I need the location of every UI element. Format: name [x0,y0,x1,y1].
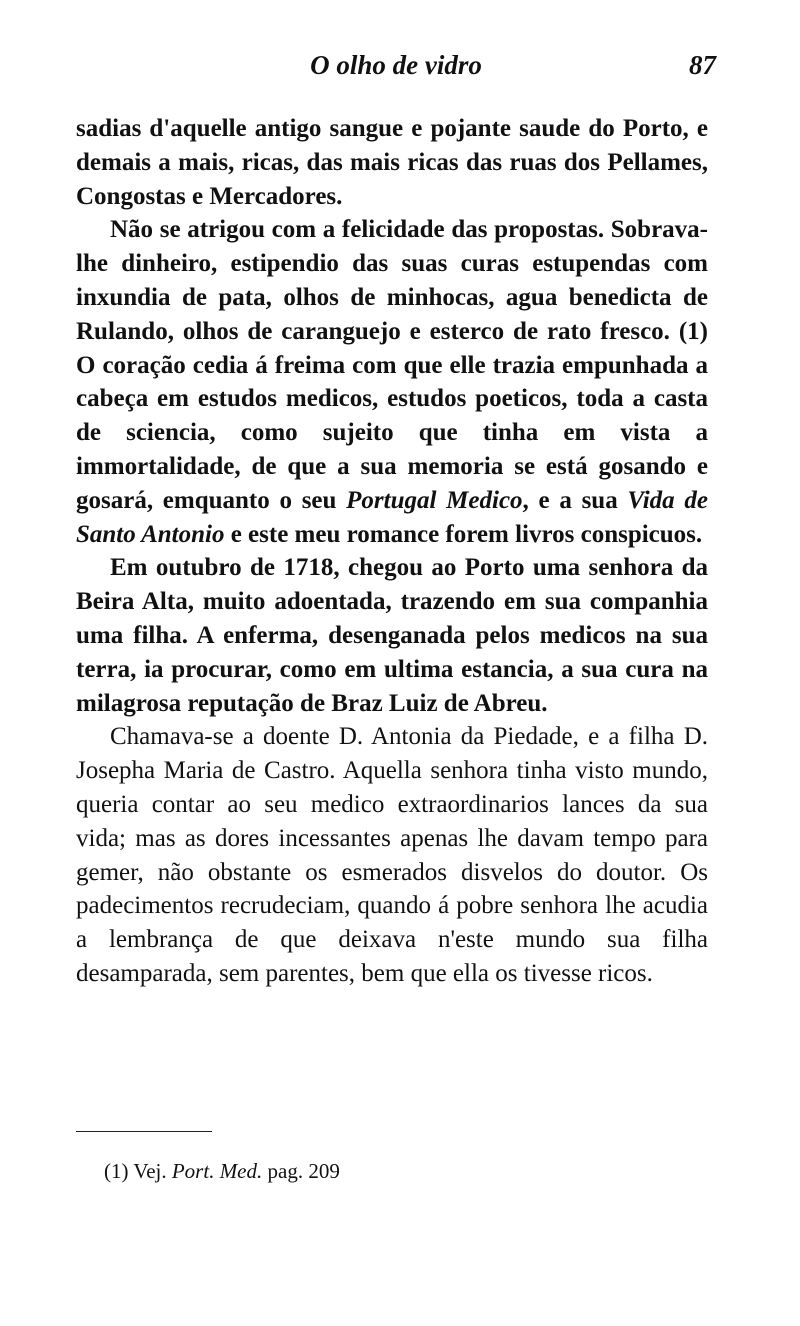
running-header [76,50,716,90]
body-text [76,112,708,991]
paragraph-4: Chamava-se a doente D. Antonia da Piedade, e a filha D. Josepha Maria de Castro. Aquella senhora tinha visto mundo, queria contar ao seu medico extraordinarios lances da sua vida; mas as dores incessantes apenas lhe davam tempo para gemer, não obstante os esmerados disvelos do doutor. Os padecimentos recrudeciam, quando á pobre senhora lhe acudia a lembrança de que deixava n'este mundo sua filha desamparada, sem parentes, bem que ella os tivesse ricos. [76,723,708,987]
footnote-page: pag. 209 [262,1159,340,1183]
book-title-vida-de-santo-antonio: Vida de Santo Antonio [76,486,708,548]
page-number: 87 [689,50,716,80]
paragraph-3: Em outubro de 1718, chegou ao Porto uma senhora da Beira Alta, muito adoentada, trazendo em sua companhia uma filha. A enferma, desenganada pelos medicos na sua terra, ia procurar, como em ultima estancia, a sua cura na milagrosa reputação de Braz Luiz de Abreu. [76,554,708,717]
book-title-portugal-medico: Portugal Medico [346,486,523,514]
paragraph-2-text-b: , e a sua [522,486,628,514]
footnote [104,1159,340,1184]
paragraph-2 [76,213,708,551]
running-title: O olho de vidro [310,50,482,80]
paragraph-2-text-a: Não se atrigou com a felicidade das propostas. Sobrava-lhe dinheiro, estipendio das suas curas estupendas com inxundia de pata, olhos de minhocas, agua benedicta de Rulando, olhos de caranguejo e esterco de rato fresco. (1) O coração cedia á freima com que elle trazia empunhada a cabeça em estudos medicos, estudos poeticos, toda a casta de sciencia, como sujeito que tinha em vista a immortalidade, de que a sua memoria se está gosando e gosará, emquanto o seu [76,216,708,514]
footnote-marker: (1) Vej. [104,1159,172,1183]
paragraph-2-text-c: e este meu romance forem livros conspicuos. [224,520,703,548]
footnote-reference: Port. Med. [171,1159,263,1183]
paragraph-1: sadias d'aquelle antigo sangue e pojante saude do Porto, e demais a mais, ricas, das mais ricas das ruas dos Pellames, Congostas e Mercadores. [76,115,708,210]
footnote-divider [76,1131,212,1132]
